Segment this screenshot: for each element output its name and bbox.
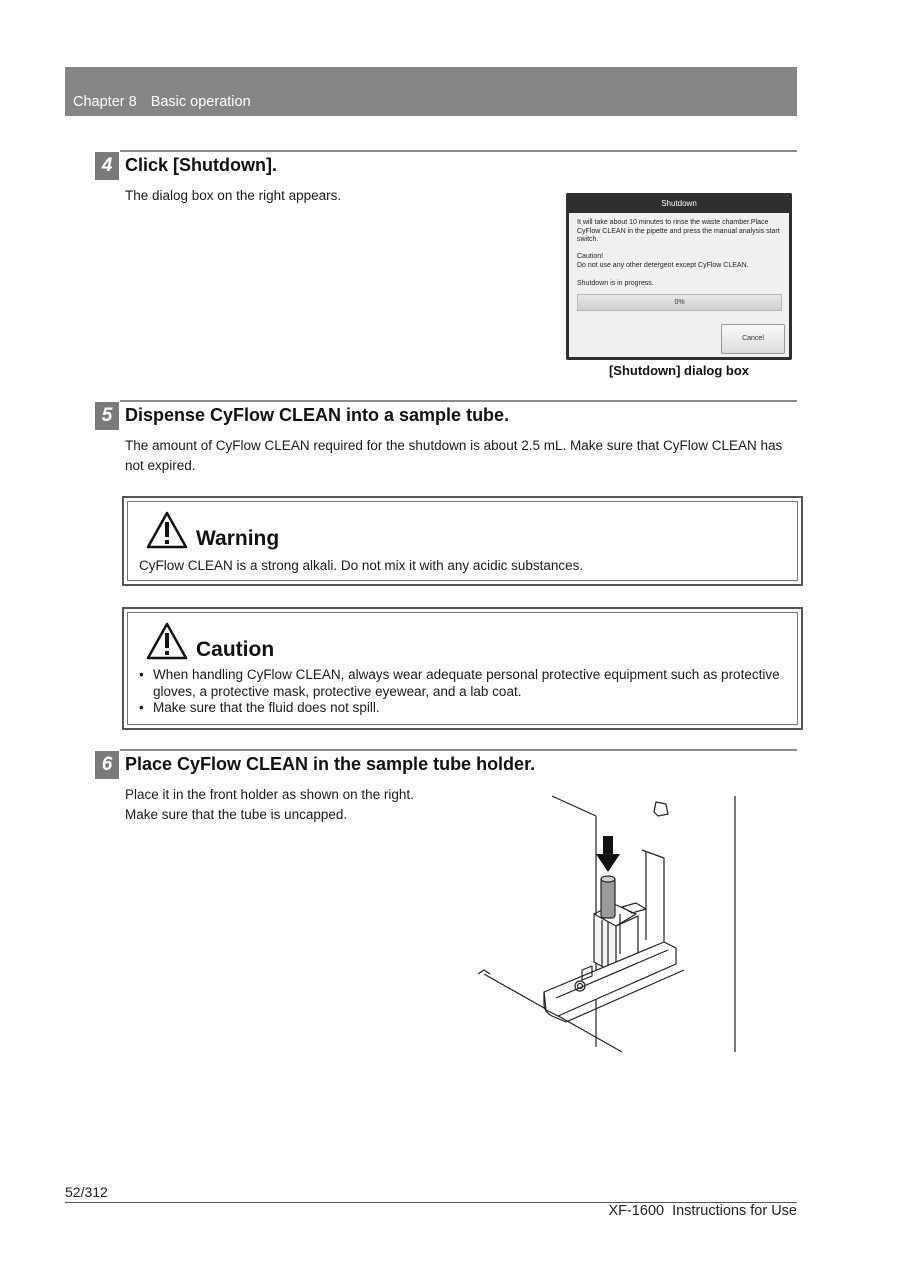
- caution-bullet: • Make sure that the fluid does not spill.: [139, 700, 784, 717]
- document-name: Instructions for Use: [672, 1203, 797, 1219]
- progress-label: 0%: [674, 299, 685, 306]
- caution-triangle-icon: [146, 622, 188, 660]
- dialog-caution-text: Do not use any other detergent except CyFlow CLEAN.: [577, 261, 749, 269]
- product-name: XF-1600: [608, 1203, 665, 1219]
- dialog-title: Shutdown: [661, 199, 697, 208]
- step-number: 6: [95, 751, 119, 779]
- dialog-status: Shutdown is in progress.: [577, 280, 654, 287]
- caution-bullet: • When handling CyFlow CLEAN, always wear adequate personal protective equipment such as protective gloves, a protective mask, protective eyewear, and a lab coat.: [139, 667, 784, 700]
- warning-triangle-icon: [146, 511, 188, 549]
- step-6-text-line-1: Place it in the front holder as shown on the right.: [125, 787, 414, 802]
- step-5-text-line-1: The amount of CyFlow CLEAN required for the shutdown is about 2.5 mL. Make sure that CyFlow CLEAN has: [125, 438, 783, 453]
- page-number: 52/312: [65, 1184, 108, 1200]
- caution-heading: Caution: [196, 638, 275, 661]
- step-title: Click [Shutdown].: [125, 155, 277, 175]
- warning-heading: Warning: [196, 527, 280, 550]
- dialog-progress-bar: [577, 294, 782, 311]
- down-arrow-icon: [596, 836, 620, 872]
- step-title: Dispense CyFlow CLEAN into a sample tube.: [125, 405, 510, 425]
- shutdown-dialog: [566, 193, 792, 360]
- dialog-message: It will take about 10 minutes to rinse the waste chamber.Place CyFlow CLEAN in the pipette and press the manual analysis start switch.: [577, 219, 780, 243]
- step-divider: [120, 400, 797, 402]
- chapter-header: [65, 67, 797, 116]
- chapter-label: Chapter 8: [73, 94, 137, 110]
- step-title: Place CyFlow CLEAN in the sample tube holder.: [125, 754, 536, 774]
- dialog-caption: [Shutdown] dialog box: [608, 363, 750, 378]
- dialog-body: [569, 213, 789, 357]
- chapter-header-text: [73, 94, 251, 110]
- cancel-button[interactable]: Cancel: [721, 324, 785, 354]
- step-divider: [120, 749, 797, 751]
- step-6-text-line-2: Make sure that the tube is uncapped.: [125, 807, 348, 822]
- document-title: [608, 1203, 797, 1219]
- dialog-caution-title: Caution!: [577, 253, 604, 260]
- step-number: 4: [95, 152, 119, 180]
- warning-text: CyFlow CLEAN is a strong alkali. Do not mix it with any acidic substances.: [139, 558, 584, 573]
- step-5-text-line-2: not expired.: [125, 458, 196, 473]
- step-divider: [120, 150, 797, 152]
- step-4-text: The dialog box on the right appears.: [125, 188, 342, 203]
- section-label: Basic operation: [150, 94, 251, 110]
- step-number: 5: [95, 402, 119, 430]
- caution-list: [139, 667, 784, 717]
- sample-tube-holder-illustration: [470, 792, 750, 1057]
- caution-box: [122, 607, 803, 730]
- warning-box: [122, 496, 803, 586]
